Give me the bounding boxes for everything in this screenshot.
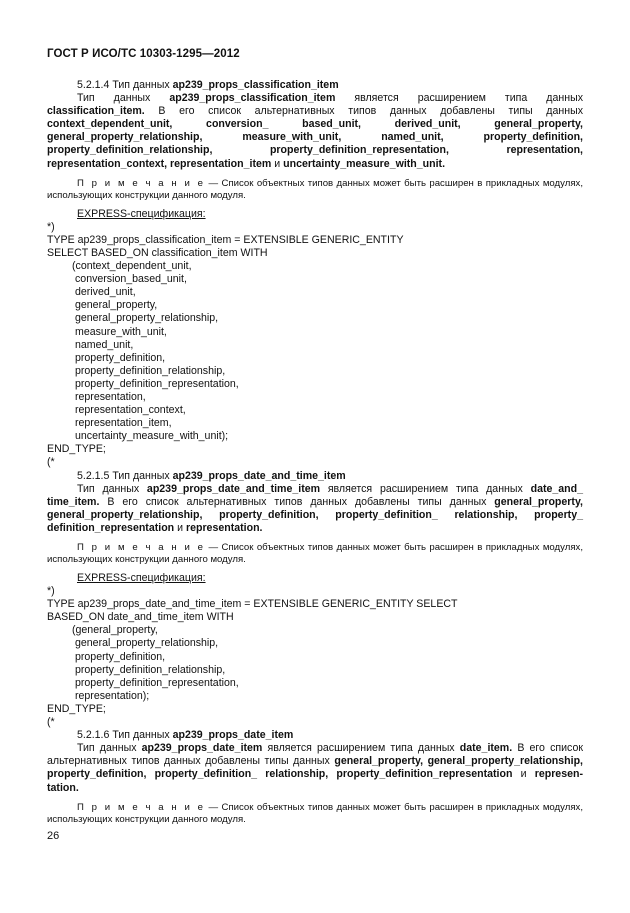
code-line: (* <box>47 456 55 469</box>
code-line: (context_dependent_unit, <box>72 260 192 273</box>
code-line: representation_context, <box>75 404 186 417</box>
text-run: является расширением типа данных <box>335 92 583 105</box>
bold-run: general_property, general_property_relationship, property_definition, property_definition_ relationship, property_ definition_representation <box>47 495 583 534</box>
text-run: Тип данных <box>77 482 147 495</box>
code-line: BASED_ON date_and_time_item WITH <box>47 611 234 624</box>
bold-run: date_item. <box>459 742 513 755</box>
bold-run: uncertainty_measure_with_unit. <box>283 157 446 170</box>
note-text: — Список объектных типов данных может быть расширен в прикладных модулях, использующих конструкции данного модуля. <box>47 542 583 565</box>
code-line: general_property, <box>75 299 158 312</box>
section-heading-5-2-1-5 <box>47 470 583 483</box>
note-text: — Список объектных типов данных может быть расширен в прикладных модулях, использующих конструкции данного модуля. <box>47 177 583 201</box>
code-line: general_property_relationship, <box>75 312 219 325</box>
code-line: conversion_based_unit, <box>75 273 187 286</box>
code-line: representation_item, <box>75 417 172 430</box>
note-paragraph <box>47 802 583 826</box>
section-heading-name: ap239_props_date_and_time_item <box>172 469 346 482</box>
bold-run: ap239_props_classification_item <box>169 92 336 105</box>
code-line: END_TYPE; <box>47 702 106 715</box>
code-line: general_property_relationship, <box>75 637 219 650</box>
code-line: derived_unit, <box>75 286 136 299</box>
express-spec-label: EXPRESS-спецификация: <box>77 572 206 584</box>
bold-run: context_dependent_unit, conversion_ based_unit, derived_unit, general_property, general_property_relationship, measure_with_unit, named_unit, property_definition, property_definition_relationship, property_definition_representation, representation, representation_context, representation_item <box>47 118 583 170</box>
code-line: property_definition, <box>75 650 166 663</box>
bold-run: date_and_ time_item. <box>47 482 584 508</box>
code-line: measure_with_unit, <box>75 325 167 338</box>
express-code-block <box>47 221 583 470</box>
page-number: 26 <box>47 830 60 842</box>
text-run: В его список альтернативных типов данных добавлены типы данных <box>99 495 495 508</box>
code-line: (* <box>47 716 55 729</box>
section-paragraph <box>47 483 583 535</box>
text-run: и <box>271 157 284 170</box>
bold-run: ap239_props_date_and_time_item <box>146 482 321 495</box>
bold-run: represen- tation. <box>47 768 583 794</box>
section-heading-5-2-1-6 <box>47 729 583 742</box>
section-paragraph <box>47 742 583 794</box>
page-content <box>47 79 583 832</box>
code-line: property_definition_relationship, <box>75 663 226 676</box>
code-line: property_definition, <box>75 351 166 364</box>
code-line: (general_property, <box>72 624 158 637</box>
note-paragraph <box>47 178 583 202</box>
text-run: является расширением типа данных <box>262 742 460 755</box>
text-run: и <box>512 768 535 781</box>
code-line: property_definition_relationship, <box>75 364 226 377</box>
express-code-block <box>47 585 583 729</box>
code-line: *) <box>47 220 55 233</box>
note-label: П р и м е ч а н и е <box>77 801 206 813</box>
text-run: Тип данных <box>77 742 142 755</box>
bold-run: representation. <box>185 521 263 534</box>
express-spec-label: EXPRESS-спецификация: <box>77 207 206 220</box>
section-heading-5-2-1-4 <box>47 79 583 92</box>
code-line: TYPE ap239_props_date_and_time_item = EXTENSIBLE GENERIC_ENTITY SELECT <box>47 598 458 611</box>
note-label: П р и м е ч а н и е <box>77 177 206 189</box>
text-run: и <box>174 521 186 534</box>
note-paragraph <box>47 542 583 566</box>
section-heading-name: ap239_props_date_item <box>172 729 294 742</box>
text-run: В его список альтернативных типов данных добавлены типы данных <box>47 742 583 768</box>
bold-run: ap239_props_date_item <box>141 742 263 755</box>
document-header: ГОСТ Р ИСО/ТС 10303-1295—2012 <box>47 48 240 60</box>
section-heading-prefix: 5.2.1.4 Тип данных <box>77 79 173 91</box>
note-label: П р и м е ч а н и е <box>77 542 206 553</box>
section-heading-name: ap239_props_classification_item <box>172 79 339 91</box>
code-line: SELECT BASED_ON classification_item WITH <box>47 246 268 259</box>
text-run: Тип данных <box>77 92 170 105</box>
code-line: property_definition_representation, <box>75 377 239 390</box>
section-paragraph <box>47 92 583 171</box>
section-heading-prefix: 5.2.1.5 Тип данных <box>77 469 173 482</box>
section-heading-prefix: 5.2.1.6 Тип данных <box>77 729 173 742</box>
code-line: TYPE ap239_props_classification_item = EXTENSIBLE GENERIC_ENTITY <box>47 233 404 246</box>
text-run: является расширением типа данных <box>320 482 531 495</box>
bold-run: classification_item. <box>47 105 145 118</box>
code-line: uncertainty_measure_with_unit); <box>75 430 229 443</box>
text-run: В его список альтернативных типов данных добавлены типы данных <box>144 105 583 118</box>
code-line: *) <box>47 585 55 598</box>
code-line: END_TYPE; <box>47 443 106 456</box>
code-line: representation, <box>75 390 146 403</box>
note-text: — Список объектных типов данных может быть расширен в прикладных модулях, использующих конструкции данного модуля. <box>47 801 583 825</box>
code-line: named_unit, <box>75 338 134 351</box>
bold-run: general_property, general_property_relationship, property_definition, property_definition_ relationship, property_definition_representation <box>47 755 583 781</box>
code-line: property_definition_representation, <box>75 676 239 689</box>
code-line: representation); <box>75 689 150 702</box>
